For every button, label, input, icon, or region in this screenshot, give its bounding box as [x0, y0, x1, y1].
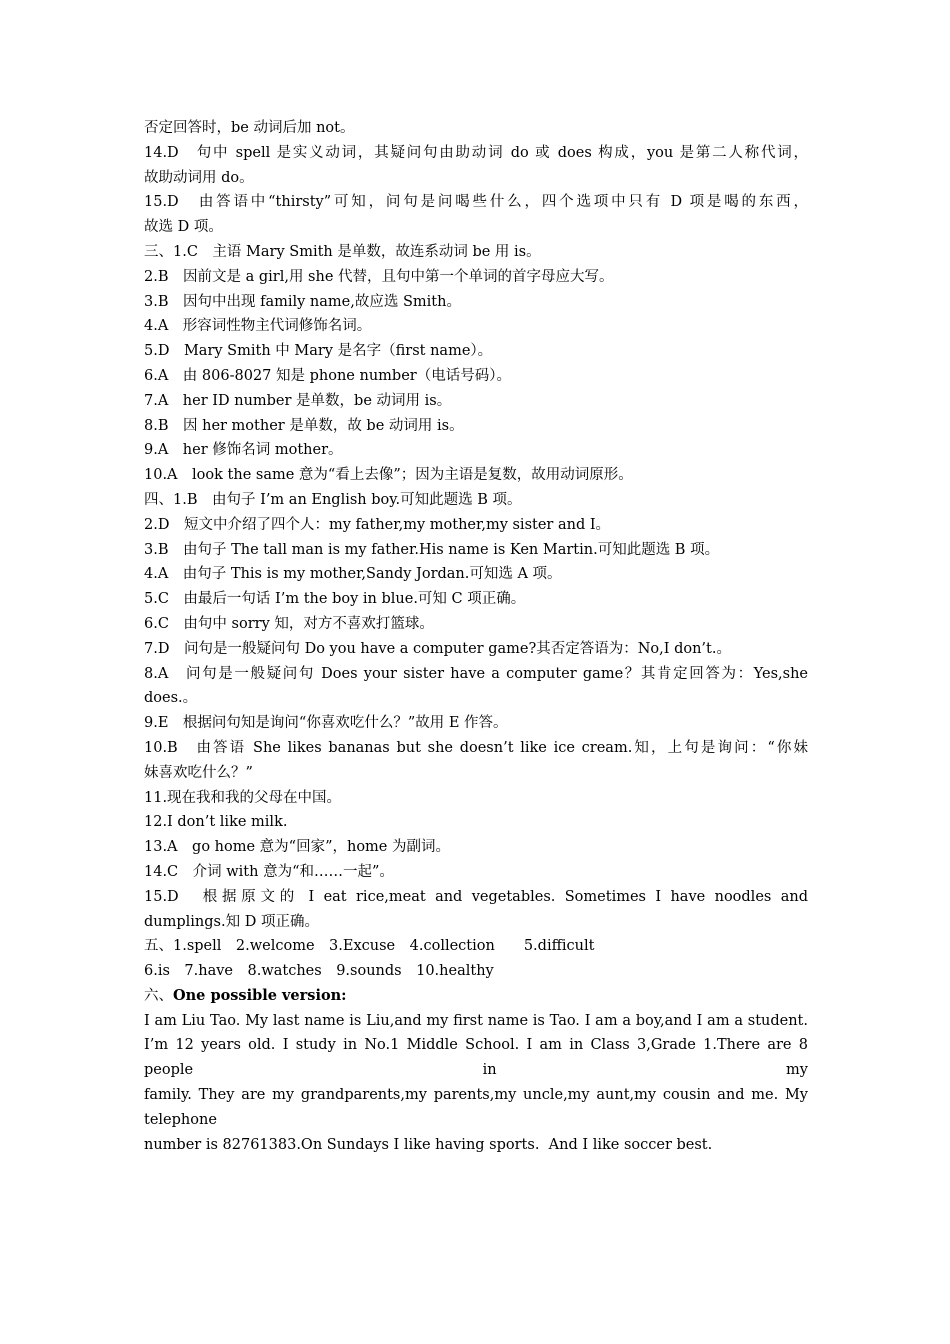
- text-line: 8.A 问句是一般疑问句 Does your sister have a computer game？其肯定回答为：Yes,she: [144, 665, 808, 682]
- text-line: 妹喜欢吃什么？”: [144, 764, 253, 781]
- text-line: 3.B 因句中出现 family name,故应选 Smith。: [144, 293, 461, 310]
- text-line: 14.D 句中 spell 是实义动词，其疑问句由助动词 do 或 does 构成，you 是第二人称代词，: [144, 144, 808, 161]
- text-line: 8.B 因 her mother 是单数，故 be 动词用 is。: [144, 417, 464, 434]
- text-line: 5.C 由最后一句话 I’m the boy in blue.可知 C 项正确。: [144, 591, 526, 608]
- text-line: 否定回答时，be 动词后加 not。: [144, 120, 355, 136]
- text-line: 12.I don’t like milk.: [144, 814, 288, 831]
- text-line: 故选 D 项。: [144, 219, 223, 236]
- text-line: does.。: [144, 690, 198, 707]
- answer-key-text: [144, 116, 808, 1157]
- text-line: 四、1.B 由句子 I’m an English boy.可知此题选 B 项。: [144, 491, 522, 508]
- text-line: 15.D 根据原文的 I eat rice,meat and vegetables. Sometimes I have noodles and: [144, 888, 808, 905]
- text-line: 五、1.spell 2.welcome 3.Excuse 4.collection 5.difficult: [144, 938, 595, 955]
- text-line: 4.A 形容词性物主代词修饰名词。: [144, 318, 372, 335]
- essay-line: number is 82761383.On Sundays I like having sports. And I like soccer best.: [144, 1136, 713, 1153]
- text-line: 7.A her ID number 是单数，be 动词用 is。: [144, 392, 452, 409]
- text-line: 2.B 因前文是 a girl,用 she 代替，且句中第一个单词的首字母应大写。: [144, 268, 614, 285]
- essay-line: I am Liu Tao. My last name is Liu,and my first name is Tao. I am a boy,and I am a student.: [144, 1012, 808, 1029]
- text-line: 9.E 根据问句知是询问“你喜欢吃什么？”故用 E 作答。: [144, 715, 508, 732]
- text-line: 7.D 问句是一般疑问句 Do you have a computer game?其否定答语为：No,I don’t.。: [144, 640, 731, 657]
- text-line: 6.A 由 806-8027 知是 phone number（电话号码）。: [144, 367, 511, 384]
- answer-lines: [144, 116, 808, 984]
- text-line: 6.is 7.have 8.watches 9.sounds 10.healthy: [144, 963, 494, 980]
- version-heading-label: One possible version:: [173, 986, 347, 1004]
- sample-essay: [144, 1009, 808, 1158]
- text-line: dumplings.知 D 项正确。: [144, 913, 319, 930]
- text-line: 4.A 由句子 This is my mother,Sandy Jordan.可知选 A 项。: [144, 566, 562, 583]
- text-line: 10.B 由答语 She likes bananas but she doesn’t like ice cream.知，上句是询问：“你妹: [144, 739, 808, 756]
- version-heading: [144, 984, 808, 1009]
- text-line: 2.D 短文中介绍了四个人：my father,my mother,my sister and I。: [144, 516, 611, 533]
- text-line: 5.D Mary Smith 中 Mary 是名字（first name）。: [144, 343, 493, 360]
- text-line: 15.D 由答语中“thirsty”可知，问句是问喝些什么，四个选项中只有 D 项是喝的东西，: [144, 194, 808, 211]
- text-line: 11.现在我和我的父母在中国。: [144, 789, 342, 806]
- text-line: 6.C 由句中 sorry 知，对方不喜欢打篮球。: [144, 615, 434, 632]
- essay-line: I’m 12 years old. I study in No.1 Middle School. I am in Class 3,Grade 1.There are 8 people in my: [144, 1037, 808, 1079]
- text-line: 3.B 由句子 The tall man is my father.His name is Ken Martin.可知此题选 B 项。: [144, 541, 720, 558]
- version-heading-prefix: 六、: [144, 987, 173, 1004]
- text-line: 9.A her 修饰名词 mother。: [144, 442, 343, 459]
- text-line: 10.A look the same 意为“看上去像”；因为主语是复数，故用动词原形。: [144, 467, 633, 484]
- text-line: 13.A go home 意为“回家”，home 为副词。: [144, 839, 450, 856]
- text-line: 故助动词用 do。: [144, 169, 254, 186]
- text-line: 14.C 介词 with 意为“和……一起”。: [144, 863, 394, 880]
- essay-line: family. They are my grandparents,my parents,my uncle,my aunt,my cousin and me. My telephone: [144, 1087, 808, 1128]
- text-line: 三、1.C 主语 Mary Smith 是单数，故连系动词 be 用 is。: [144, 243, 541, 260]
